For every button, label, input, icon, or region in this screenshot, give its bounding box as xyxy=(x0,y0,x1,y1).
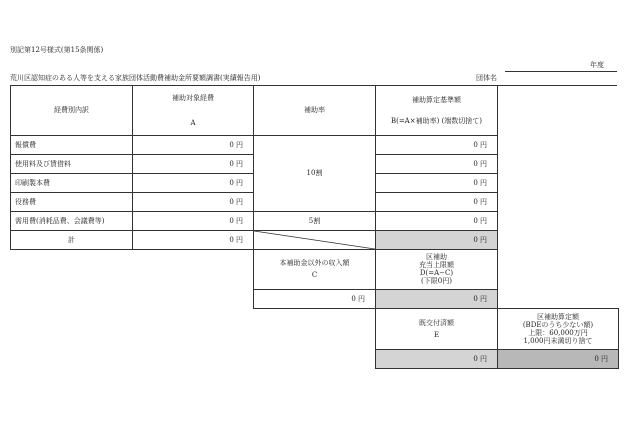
diagonal-slash xyxy=(254,231,375,249)
ward-limit-header xyxy=(375,249,498,290)
other-income-text: 本補助金以外の収入額 xyxy=(279,259,350,267)
rate-cell-supplies xyxy=(253,211,376,231)
total-a: 0 円 xyxy=(132,230,254,250)
ward-limit-line1: 区補助 xyxy=(426,253,447,261)
category-header-text: 経費別内訳 xyxy=(54,106,89,114)
ward-calc-line4: 1,000円未満切り捨て xyxy=(523,336,593,345)
row-label-2: 使用料及び賃借料 xyxy=(10,154,133,174)
form-id: 別記第12号様式(第15条関係) xyxy=(10,46,104,54)
row-label-4: 役務費 xyxy=(10,192,133,212)
year-underline xyxy=(505,71,617,72)
row-a-2: 0 円 xyxy=(132,154,254,174)
prepaid-header xyxy=(375,308,498,350)
rate-header-text: 補助率 xyxy=(304,106,325,114)
group-name-label: 団体名 xyxy=(476,74,497,82)
row-b-5: 0 円 xyxy=(375,211,498,231)
total-rate-blank xyxy=(253,230,376,250)
total-b: 0 円 xyxy=(375,230,498,250)
base-amount-note: (端数切捨て) xyxy=(441,116,483,125)
base-amount-text: 補助算定基準額 xyxy=(412,95,461,104)
rate-group-value: 10割 xyxy=(306,169,323,177)
ward-limit-line4: (下限0円) xyxy=(421,277,452,285)
row-label-1: 報償費 xyxy=(10,135,133,155)
ward-calc-line3: 上限：60,000万円 xyxy=(528,328,588,337)
group-name-underline xyxy=(497,85,617,86)
row-label-3: 印刷製本費 xyxy=(10,173,133,193)
prepaid-text: 既交付済額 xyxy=(419,318,454,327)
row-b-3: 0 円 xyxy=(375,173,498,193)
ward-calc-line2: (BDEのうち少ない額) xyxy=(522,320,594,329)
row-b-2: 0 円 xyxy=(375,154,498,174)
ward-limit-line3: D(=A−C) xyxy=(419,269,454,277)
rate-supplies-value: 5割 xyxy=(308,216,321,225)
ward-calc-line1: 区補助算定額 xyxy=(537,312,579,321)
row-b-4: 0 円 xyxy=(375,192,498,212)
row-a-3: 0 円 xyxy=(132,173,254,193)
total-label-cell xyxy=(10,230,133,250)
row-a-1: 0 円 xyxy=(132,135,254,155)
prepaid-letter: E xyxy=(433,330,440,339)
year-label: 年度 xyxy=(590,61,604,69)
prepaid-value: 0 円 xyxy=(375,349,498,369)
ward-limit-line2: 充当上限額 xyxy=(419,261,454,269)
other-income-header xyxy=(253,249,376,290)
other-income-letter: C xyxy=(311,271,318,279)
ward-calc-header xyxy=(497,308,619,350)
base-amount-formula-line xyxy=(391,118,482,125)
row-label-5: 需用費(消耗品費、会議費等) xyxy=(10,211,133,231)
col-header-category xyxy=(10,85,133,136)
row-a-4: 0 円 xyxy=(132,192,254,212)
row-a-5: 0 円 xyxy=(132,211,254,231)
ward-calc-value: 0 円 xyxy=(497,349,619,369)
ward-limit-value: 0 円 xyxy=(375,289,498,309)
col-header-base-amount xyxy=(375,85,498,136)
total-label: 計 xyxy=(68,235,75,244)
row-b-1: 0 円 xyxy=(375,135,498,155)
rate-cell-group xyxy=(253,135,376,212)
target-cost-text: 補助対象経費 xyxy=(172,93,214,102)
base-amount-formula: B(=A×補助率) xyxy=(390,116,440,125)
page-title: 荒川区認知症のある人等を支える家族団体活動費補助金所要額調書(実績報告用) xyxy=(10,74,261,82)
col-header-rate xyxy=(253,85,376,136)
col-header-target-cost xyxy=(132,85,254,136)
other-income-value: 0 円 xyxy=(253,289,376,309)
target-cost-letter: A xyxy=(190,118,196,127)
